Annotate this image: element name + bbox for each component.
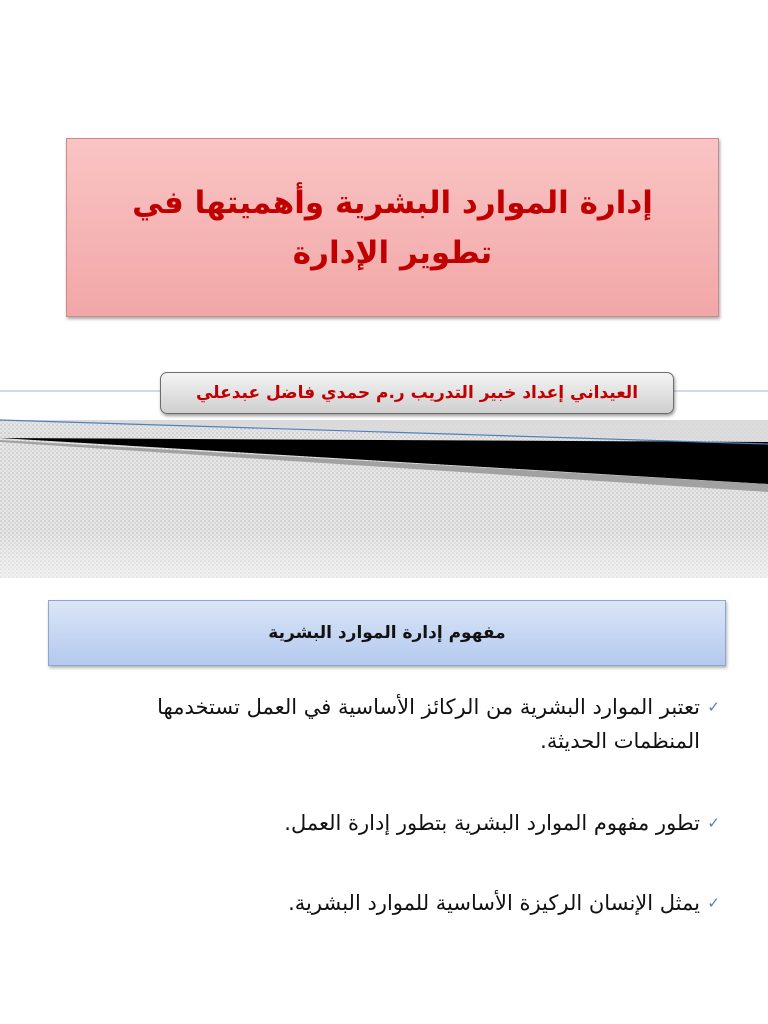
bullet-item — [100, 690, 720, 758]
bullet-text: تطور مفهوم الموارد البشرية بتطور إدارة العمل. — [284, 811, 700, 835]
bullet-list — [100, 690, 720, 920]
title-box — [66, 138, 719, 317]
section-heading-box — [48, 600, 726, 666]
author-bar — [160, 372, 674, 414]
author-text: العيداني إعداد خبير التدريب ر.م حمدي فاضل عبدعلي — [195, 383, 639, 403]
bullet-item — [100, 806, 720, 840]
bullet-text: يمثل الإنسان الركيزة الأساسية للموارد البشرية. — [288, 891, 700, 915]
bullet-item — [100, 886, 720, 920]
slide-title: إدارة الموارد البشرية وأهميتها في تطوير الإدارة — [132, 184, 653, 271]
check-icon: ✓ — [707, 698, 720, 716]
check-icon: ✓ — [707, 814, 720, 832]
section-heading: مفهوم إدارة الموارد البشرية — [268, 623, 506, 643]
bullet-text: تعتبر الموارد البشرية من الركائز الأساسية في العمل تستخدمها المنظمات الحديثة. — [157, 695, 700, 753]
check-icon: ✓ — [707, 894, 720, 912]
